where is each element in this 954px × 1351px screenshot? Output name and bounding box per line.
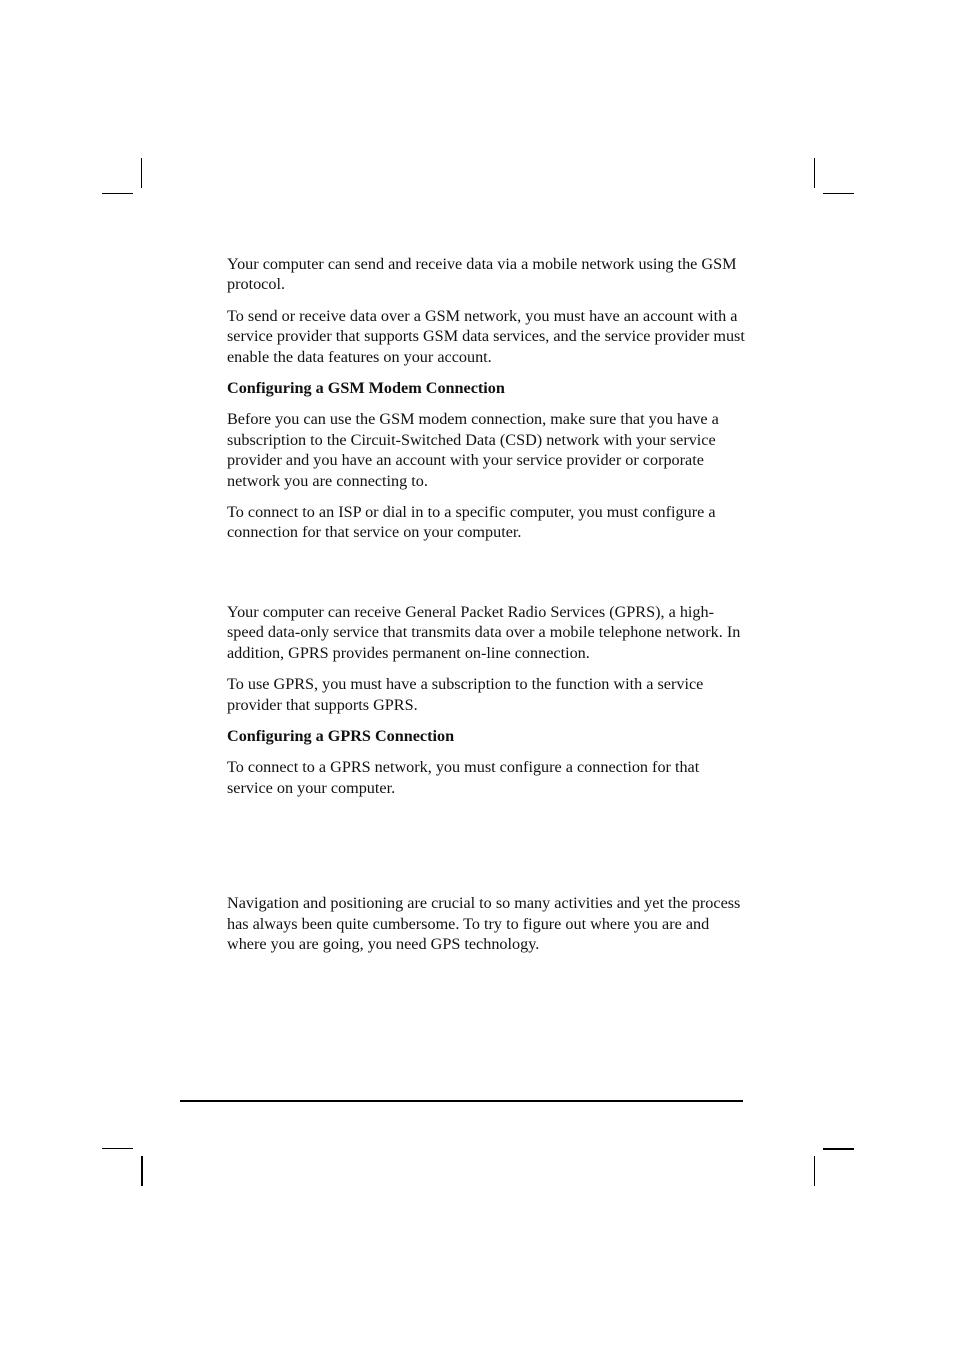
gprs-config-connect-paragraph: To connect to a GPRS network, you must configure a connection for that service on your computer.: [227, 758, 700, 797]
gprs-subscription-paragraph: To use GPRS, you must have a subscription to the function with a service provider that supports GPRS.: [227, 675, 704, 714]
crop-mark-top-left-h: [102, 193, 133, 194]
crop-mark-bottom-left-h: [102, 1148, 133, 1149]
gprs-config-heading: Configuring a GPRS Connection: [227, 726, 455, 745]
crop-mark-bottom-right-v: [814, 1156, 815, 1186]
crop-mark-bottom-left-v: [141, 1156, 143, 1186]
gprs-intro-paragraph: Your computer can receive General Packet Radio Services (GPRS), a high-speed data-only service that transmits data over a mobile telephone network. In addition, GPRS provides permanent on-line connection.: [227, 602, 741, 662]
gsm-config-heading: Configuring a GSM Modem Connection: [227, 379, 505, 398]
crop-mark-bottom-right-h: [823, 1148, 854, 1150]
gsm-config-connect-paragraph: To connect to an ISP or dial in to a specific computer, you must configure a connection for that service on your computer.: [227, 503, 716, 542]
crop-mark-top-right-h: [823, 193, 854, 194]
gsm-intro-paragraph: Your computer can send and receive data via a mobile network using the GSM protocol.: [227, 255, 737, 294]
footer-rule: [180, 1100, 743, 1102]
crop-mark-top-left-v: [141, 158, 142, 188]
gsm-config-before-paragraph: Before you can use the GSM modem connection, make sure that you have a subscription to the Circuit-Switched Data (CSD) network with your service provider and you have an account with your service provider or corporate network you are connecting to.: [227, 410, 719, 490]
page-body: [227, 254, 747, 954]
gsm-account-paragraph: To send or receive data over a GSM network, you must have an account with a service provider that supports GSM data services, and the service provider must enable the data features on your account.: [227, 306, 745, 366]
gps-intro-paragraph: Navigation and positioning are crucial to so many activities and yet the process has always been quite cumbersome. To try to figure out where you are and where you are going, you need GPS technology.: [227, 894, 741, 953]
crop-mark-top-right-v: [814, 158, 815, 188]
